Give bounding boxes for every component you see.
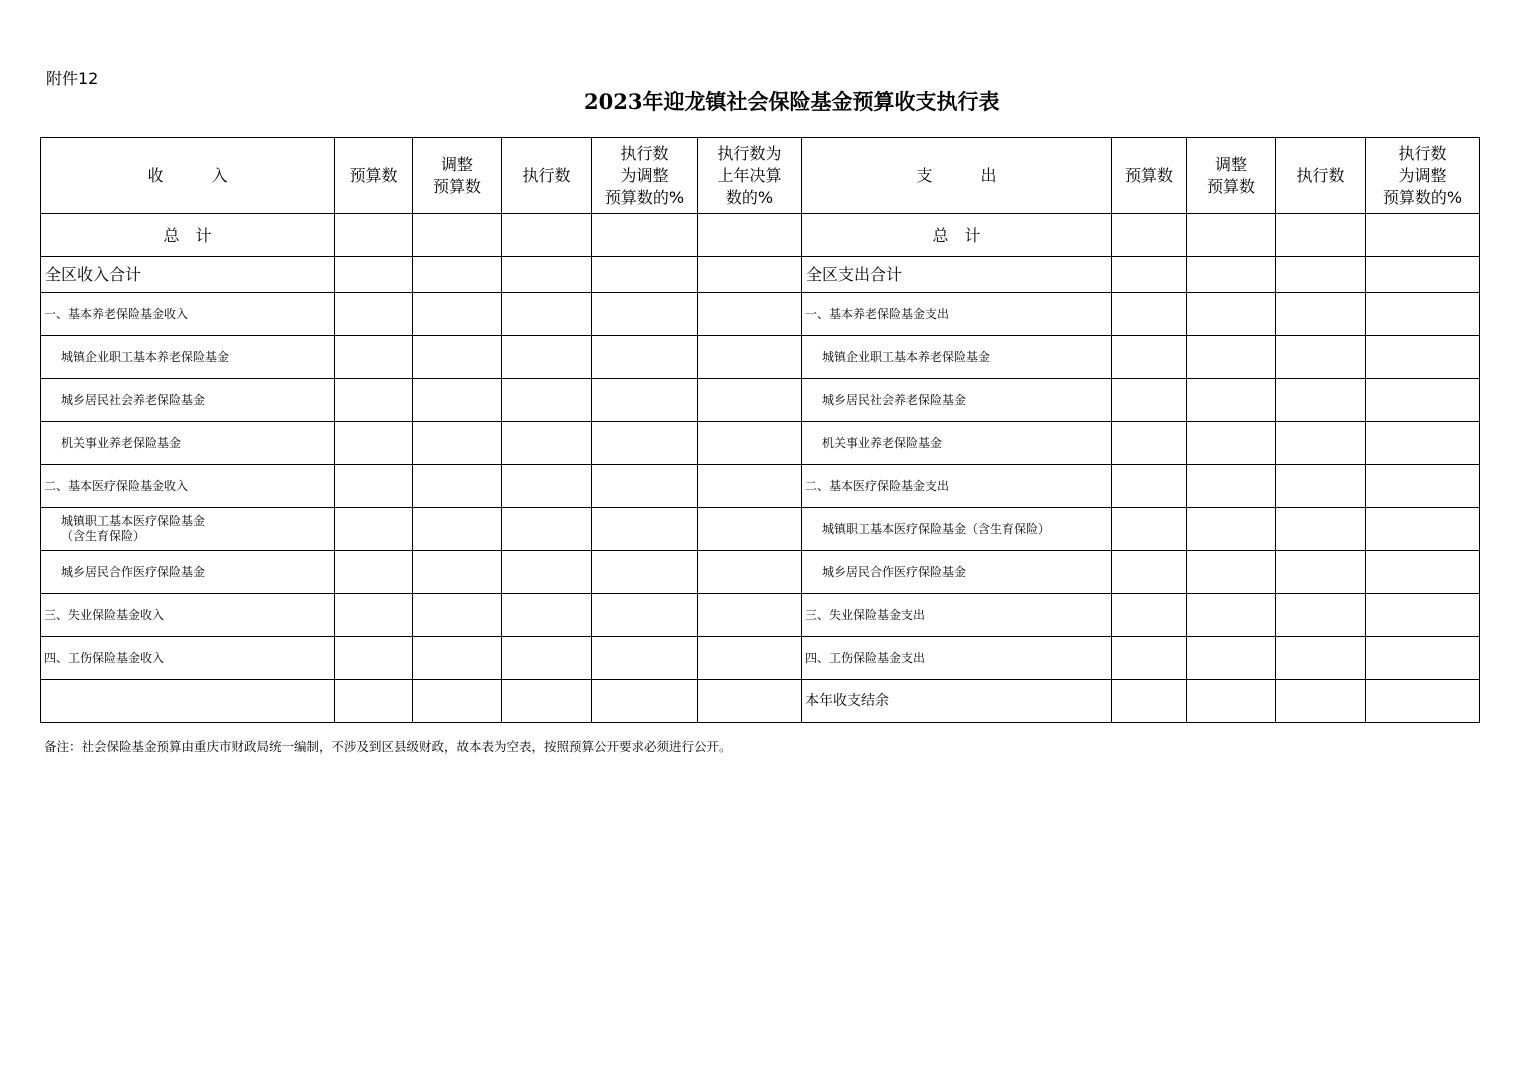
cell: [1112, 257, 1187, 293]
expense-value-cell: [1187, 465, 1276, 508]
expense-value-cell: [1366, 336, 1480, 379]
expense-item: 城镇企业职工基本养老保险基金: [802, 336, 1112, 379]
expense-value-cell: [1276, 680, 1366, 723]
income-value-cell: [698, 637, 802, 680]
expense-value-cell: [1366, 508, 1480, 551]
summary-income-label: 全区收入合计: [41, 257, 335, 293]
income-value-cell: [335, 293, 413, 336]
table-row: [41, 465, 1480, 508]
header-income: 收 入: [41, 138, 335, 214]
expense-value-cell: [1187, 422, 1276, 465]
income-value-cell: [698, 293, 802, 336]
income-value-cell: [335, 551, 413, 594]
header-exec-pct-adjusted: 执行数 为调整 预算数的%: [592, 138, 698, 214]
income-value-cell: [413, 465, 502, 508]
income-item: 一、基本养老保险基金收入: [41, 293, 335, 336]
expense-value-cell: [1112, 293, 1187, 336]
header-budget: 预算数: [335, 138, 413, 214]
expense-value-cell: [1112, 422, 1187, 465]
expense-value-cell: [1276, 336, 1366, 379]
income-value-cell: [335, 379, 413, 422]
income-item: 四、工伤保险基金收入: [41, 637, 335, 680]
income-item: 城乡居民社会养老保险基金: [41, 379, 335, 422]
income-value-cell: [335, 508, 413, 551]
income-value-cell: [592, 637, 698, 680]
total-income-label: 总 计: [41, 214, 335, 257]
income-value-cell: [335, 465, 413, 508]
expense-value-cell: [1276, 465, 1366, 508]
cell: [1366, 257, 1480, 293]
header-adjusted-budget-2: 调整 预算数: [1187, 138, 1276, 214]
expense-item: 四、工伤保险基金支出: [802, 637, 1112, 680]
expense-value-cell: [1366, 379, 1480, 422]
attachment-label: 附件12: [46, 69, 99, 88]
expense-value-cell: [1276, 422, 1366, 465]
expense-value-cell: [1112, 508, 1187, 551]
table-row: [41, 379, 1480, 422]
cell: [1276, 214, 1366, 257]
expense-value-cell: [1187, 508, 1276, 551]
income-value-cell: [592, 422, 698, 465]
income-item: 城乡居民合作医疗保险基金: [41, 551, 335, 594]
income-value-cell: [413, 508, 502, 551]
cell: [698, 257, 802, 293]
income-value-cell: [335, 637, 413, 680]
cell: [592, 214, 698, 257]
cell: [1276, 257, 1366, 293]
header-executed: 执行数: [502, 138, 592, 214]
expense-value-cell: [1112, 551, 1187, 594]
income-item: [41, 680, 335, 723]
income-value-cell: [698, 594, 802, 637]
income-value-cell: [698, 336, 802, 379]
footnote: 备注：社会保险基金预算由重庆市财政局统一编制，不涉及到区县级财政，故本表为空表，按照预算公开要求必须进行公开。: [44, 739, 732, 754]
header-exec-pct-adjusted-2: 执行数 为调整 预算数的%: [1366, 138, 1480, 214]
income-item: 机关事业养老保险基金: [41, 422, 335, 465]
header-exec-pct-last-year: 执行数为 上年决算 数的%: [698, 138, 802, 214]
expense-value-cell: [1112, 336, 1187, 379]
table-row: [41, 336, 1480, 379]
total-expense-label: 总 计: [802, 214, 1112, 257]
income-value-cell: [502, 336, 592, 379]
expense-item: 一、基本养老保险基金支出: [802, 293, 1112, 336]
income-value-cell: [502, 594, 592, 637]
cell: [698, 214, 802, 257]
income-value-cell: [592, 336, 698, 379]
table-row: [41, 680, 1480, 723]
income-value-cell: [698, 422, 802, 465]
expense-value-cell: [1276, 551, 1366, 594]
income-item: 城镇职工基本医疗保险基金 （含生育保险）: [41, 508, 335, 551]
expense-value-cell: [1187, 680, 1276, 723]
expense-value-cell: [1366, 594, 1480, 637]
income-value-cell: [413, 637, 502, 680]
table-row: [41, 594, 1480, 637]
income-value-cell: [502, 379, 592, 422]
income-value-cell: [698, 551, 802, 594]
expense-value-cell: [1112, 680, 1187, 723]
table-row: [41, 551, 1480, 594]
income-value-cell: [698, 680, 802, 723]
income-value-cell: [592, 379, 698, 422]
table-row: [41, 422, 1480, 465]
header-executed-2: 执行数: [1276, 138, 1366, 214]
income-value-cell: [413, 379, 502, 422]
expense-item: 机关事业养老保险基金: [802, 422, 1112, 465]
budget-table: [40, 137, 1480, 723]
income-value-cell: [502, 508, 592, 551]
income-value-cell: [335, 422, 413, 465]
income-value-cell: [335, 680, 413, 723]
expense-item: 城镇职工基本医疗保险基金（含生育保险）: [802, 508, 1112, 551]
expense-value-cell: [1112, 637, 1187, 680]
expense-value-cell: [1187, 637, 1276, 680]
expense-value-cell: [1187, 293, 1276, 336]
expense-value-cell: [1276, 293, 1366, 336]
cell: [1366, 214, 1480, 257]
income-value-cell: [592, 293, 698, 336]
income-value-cell: [592, 594, 698, 637]
income-value-cell: [413, 293, 502, 336]
income-value-cell: [502, 293, 592, 336]
cell: [1187, 214, 1276, 257]
income-value-cell: [335, 594, 413, 637]
cell: [502, 214, 592, 257]
expense-value-cell: [1366, 680, 1480, 723]
income-value-cell: [413, 551, 502, 594]
expense-item: 本年收支结余: [802, 680, 1112, 723]
expense-item: 二、基本医疗保险基金支出: [802, 465, 1112, 508]
cell: [413, 257, 502, 293]
total-row: [41, 214, 1480, 257]
expense-value-cell: [1366, 465, 1480, 508]
cell: [413, 214, 502, 257]
expense-value-cell: [1276, 637, 1366, 680]
cell: [335, 257, 413, 293]
cell: [335, 214, 413, 257]
income-value-cell: [592, 465, 698, 508]
expense-value-cell: [1112, 465, 1187, 508]
expense-value-cell: [1187, 594, 1276, 637]
income-item: 二、基本医疗保险基金收入: [41, 465, 335, 508]
income-value-cell: [592, 551, 698, 594]
header-budget-2: 预算数: [1112, 138, 1187, 214]
income-value-cell: [335, 336, 413, 379]
header-expense: 支 出: [802, 138, 1112, 214]
income-value-cell: [592, 680, 698, 723]
cell: [1187, 257, 1276, 293]
header-adjusted-budget: 调整 预算数: [413, 138, 502, 214]
summary-row: [41, 257, 1480, 293]
expense-value-cell: [1276, 379, 1366, 422]
expense-value-cell: [1276, 594, 1366, 637]
cell: [502, 257, 592, 293]
expense-value-cell: [1366, 422, 1480, 465]
expense-value-cell: [1276, 508, 1366, 551]
income-value-cell: [592, 508, 698, 551]
expense-value-cell: [1187, 551, 1276, 594]
income-value-cell: [698, 379, 802, 422]
expense-value-cell: [1112, 594, 1187, 637]
expense-value-cell: [1366, 551, 1480, 594]
income-value-cell: [502, 680, 592, 723]
table-row: [41, 637, 1480, 680]
expense-value-cell: [1112, 379, 1187, 422]
expense-value-cell: [1366, 637, 1480, 680]
table-row: [41, 508, 1480, 551]
income-value-cell: [413, 680, 502, 723]
income-item: 城镇企业职工基本养老保险基金: [41, 336, 335, 379]
table-body: [41, 293, 1480, 723]
cell: [592, 257, 698, 293]
expense-value-cell: [1366, 293, 1480, 336]
cell: [1112, 214, 1187, 257]
income-value-cell: [502, 422, 592, 465]
summary-expense-label: 全区支出合计: [802, 257, 1112, 293]
expense-item: 三、失业保险基金支出: [802, 594, 1112, 637]
income-value-cell: [502, 551, 592, 594]
expense-value-cell: [1187, 379, 1276, 422]
income-value-cell: [413, 422, 502, 465]
header-row: [41, 138, 1480, 214]
income-item: 三、失业保险基金收入: [41, 594, 335, 637]
expense-item: 城乡居民合作医疗保险基金: [802, 551, 1112, 594]
expense-value-cell: [1187, 336, 1276, 379]
income-value-cell: [413, 336, 502, 379]
income-value-cell: [413, 594, 502, 637]
page-title: 2023年迎龙镇社会保险基金预算收支执行表: [584, 89, 1000, 114]
table-row: [41, 293, 1480, 336]
income-value-cell: [502, 465, 592, 508]
expense-item: 城乡居民社会养老保险基金: [802, 379, 1112, 422]
income-value-cell: [502, 637, 592, 680]
income-value-cell: [698, 508, 802, 551]
income-value-cell: [698, 465, 802, 508]
